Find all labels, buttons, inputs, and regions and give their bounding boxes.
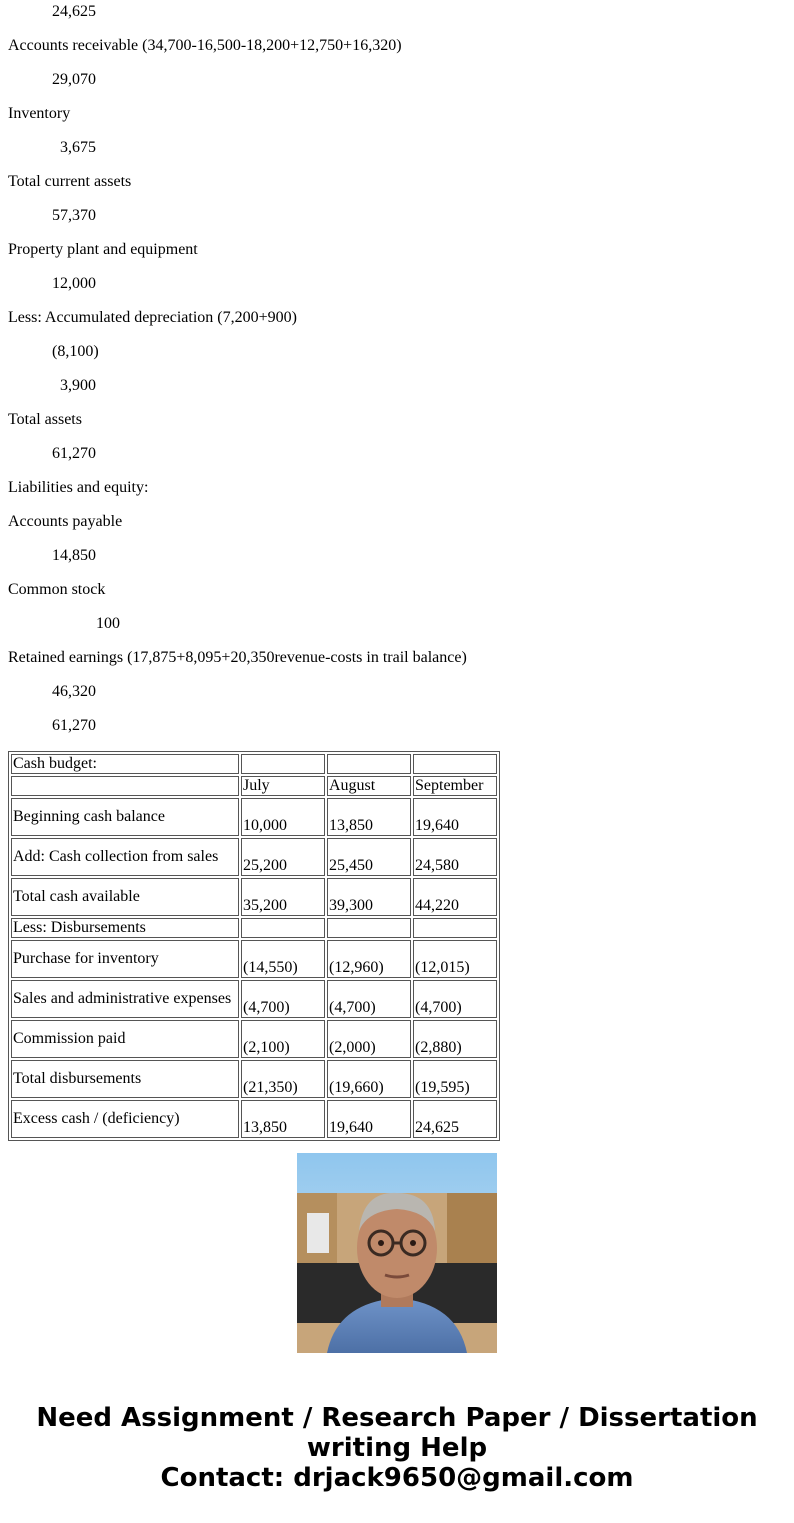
row-label: Total disbursements	[11, 1060, 239, 1098]
cell-value: 25,200	[241, 838, 325, 876]
cell-value: 13,850	[327, 798, 411, 836]
bs-value: 3,675	[60, 139, 96, 156]
balance-sheet	[8, 3, 788, 741]
bs-value: 24,625	[52, 3, 96, 20]
row-label: Excess cash / (deficiency)	[11, 1100, 239, 1138]
cell-value: (21,350)	[241, 1060, 325, 1098]
bs-value: 3,900	[60, 377, 96, 394]
bs-label: Total current assets	[8, 173, 132, 190]
table-row	[11, 838, 497, 876]
cell-value: 24,580	[413, 838, 497, 876]
cell-value: (12,015)	[413, 940, 497, 978]
bs-label: Property plant and equipment	[8, 241, 198, 258]
bs-label: Retained earnings (17,875+8,095+20,350revenue-costs in trail balance)	[8, 649, 467, 666]
bs-value: 100	[96, 615, 120, 632]
cell-value: 10,000	[241, 798, 325, 836]
row-label: Commission paid	[11, 1020, 239, 1058]
bs-label: Inventory	[8, 105, 71, 122]
bs-value: 29,070	[52, 71, 96, 88]
row-label: Sales and administrative expenses	[11, 980, 239, 1018]
footer-line: writing Help	[306, 1433, 488, 1463]
cell-value: (19,595)	[413, 1060, 497, 1098]
cell-value: 44,220	[413, 878, 497, 916]
cell-value: (2,000)	[327, 1020, 411, 1058]
bs-label: Total assets	[8, 411, 82, 428]
cell-value: 24,625	[413, 1100, 497, 1138]
cell-value: 25,450	[327, 838, 411, 876]
row-label: Total cash available	[11, 878, 239, 916]
cell-value: 35,200	[241, 878, 325, 916]
cell-value: 39,300	[327, 878, 411, 916]
cell-value: (14,550)	[241, 940, 325, 978]
table-title: Cash budget:	[11, 754, 239, 774]
table-header-row	[11, 776, 497, 796]
contact-footer	[0, 1403, 794, 1493]
table-row	[11, 940, 497, 978]
row-label: Beginning cash balance	[11, 798, 239, 836]
cell-value: (12,960)	[327, 940, 411, 978]
table-row	[11, 878, 497, 916]
table-row	[11, 918, 497, 938]
footer-line: Need Assignment / Research Paper / Dissertation	[36, 1403, 758, 1433]
bs-label: Common stock	[8, 581, 106, 598]
cell-value: (2,880)	[413, 1020, 497, 1058]
cell-value: (4,700)	[327, 980, 411, 1018]
row-label: Less: Disbursements	[11, 918, 239, 938]
bs-label: Less: Accumulated depreciation (7,200+900)	[8, 309, 297, 326]
table-row	[11, 754, 497, 774]
table-row	[11, 1060, 497, 1098]
cell-value: (19,660)	[327, 1060, 411, 1098]
cell-value: (4,700)	[241, 980, 325, 1018]
cell-value: 19,640	[413, 798, 497, 836]
document-body	[8, 0, 788, 1136]
footer-contact: Contact: drjack9650@gmail.com	[160, 1463, 634, 1493]
bs-label: Accounts receivable (34,700-16,500-18,200+12,750+16,320)	[8, 37, 402, 54]
table-row	[11, 1020, 497, 1058]
table-row	[11, 980, 497, 1018]
cell-value: (4,700)	[413, 980, 497, 1018]
bs-value: 46,320	[52, 683, 96, 700]
cell-value: 19,640	[327, 1100, 411, 1138]
column-header: July	[241, 776, 325, 796]
bs-value: 61,270	[52, 717, 96, 734]
cash-budget-table	[8, 751, 500, 1141]
column-header: September	[413, 776, 497, 796]
bs-value: 57,370	[52, 207, 96, 224]
row-label: Purchase for inventory	[11, 940, 239, 978]
cell-value: 13,850	[241, 1100, 325, 1138]
table-row	[11, 798, 497, 836]
bs-value: 12,000	[52, 275, 96, 292]
cell-value: (2,100)	[241, 1020, 325, 1058]
row-label: Add: Cash collection from sales	[11, 838, 239, 876]
column-header: August	[327, 776, 411, 796]
avatar	[297, 1153, 497, 1353]
bs-label: Liabilities and equity:	[8, 479, 149, 496]
bs-value: (8,100)	[52, 343, 99, 360]
portrait-image	[297, 1153, 497, 1353]
bs-value: 61,270	[52, 445, 96, 462]
bs-value: 14,850	[52, 547, 96, 564]
table-row	[11, 1100, 497, 1138]
bs-label: Accounts payable	[8, 513, 123, 530]
